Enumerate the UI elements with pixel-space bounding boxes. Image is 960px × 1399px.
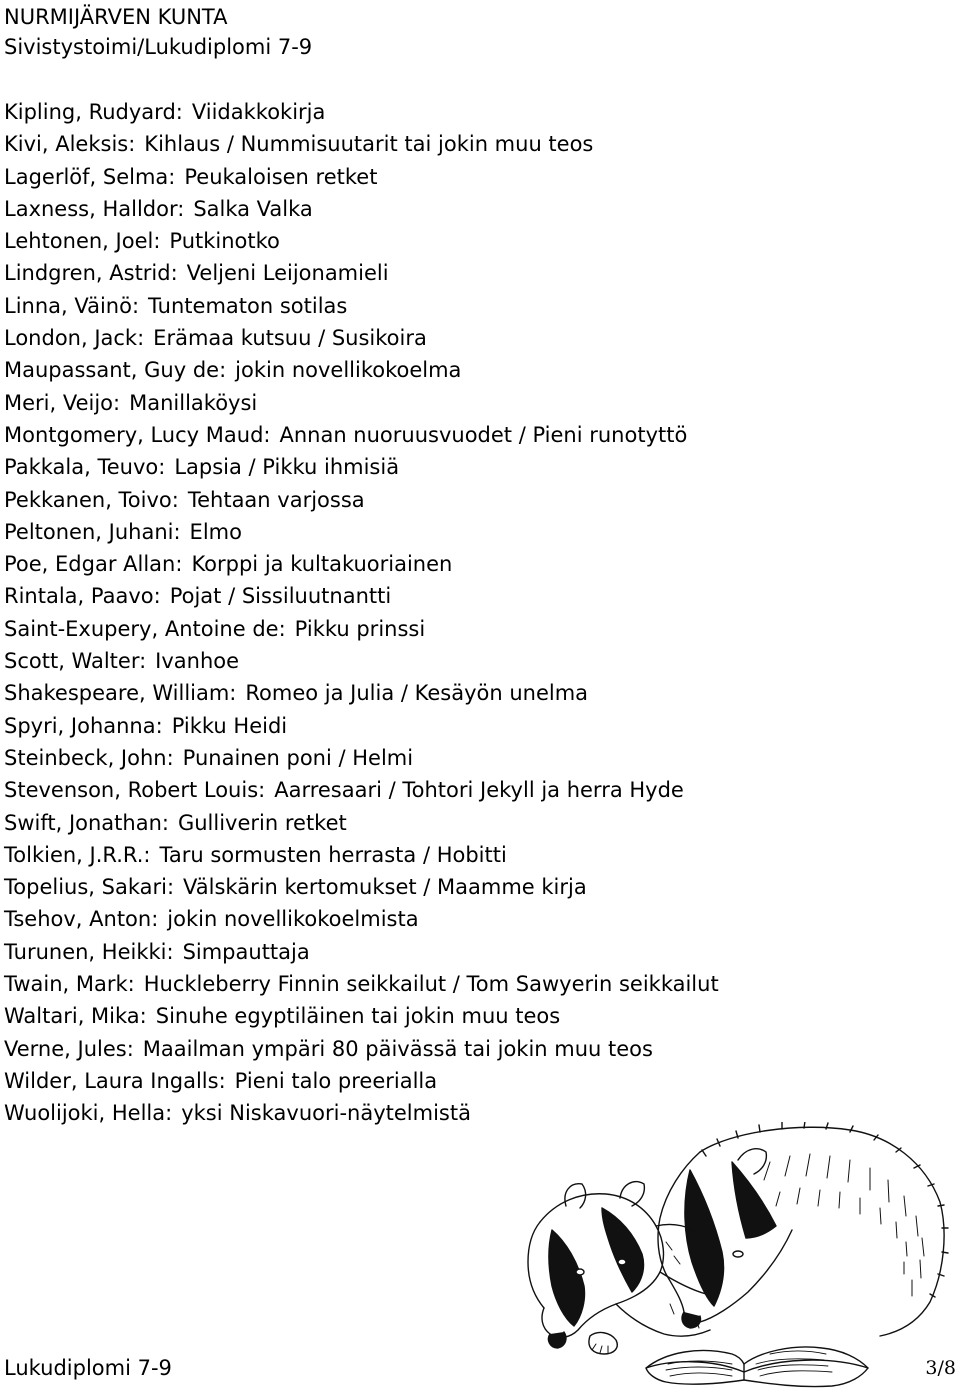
book-title: Maailman ympäri 80 päivässä tai jokin muu teos — [142, 1036, 653, 1061]
book-author: Meri, Veijo: — [4, 390, 121, 415]
document-header — [4, 2, 312, 62]
book-author: Turunen, Heikki: — [4, 939, 174, 964]
list-item — [4, 96, 719, 128]
book-title: Lapsia / Pikku ihmisiä — [174, 455, 400, 480]
list-item — [4, 839, 719, 871]
list-item — [4, 742, 719, 774]
list-item — [4, 613, 719, 645]
list-item — [4, 419, 719, 451]
book-title: Gulliverin retket — [177, 810, 347, 835]
book-title: Kihlaus / Nummisuutarit tai jokin muu teos — [144, 132, 594, 157]
list-item — [4, 936, 719, 968]
book-list — [4, 96, 719, 1130]
book-author: Maupassant, Guy de: — [4, 358, 227, 383]
municipality-name: NURMIJÄRVEN KUNTA — [4, 5, 228, 29]
book-title: Salka Valka — [193, 196, 313, 221]
book-author: Lehtonen, Joel: — [4, 229, 161, 254]
list-item — [4, 484, 719, 516]
list-item — [4, 968, 719, 1000]
book-author: Pekkanen, Toivo: — [4, 487, 179, 512]
book-author: Lindgren, Astrid: — [4, 261, 178, 286]
list-item — [4, 354, 719, 386]
book-author: Verne, Jules: — [4, 1036, 134, 1061]
book-title: Elmo — [189, 519, 242, 544]
book-title: Tehtaan varjossa — [187, 487, 365, 512]
book-author: Saint-Exupery, Antoine de: — [4, 616, 286, 641]
book-author: Scott, Walter: — [4, 649, 147, 674]
book-title: Simpauttaja — [182, 939, 310, 964]
book-title: Pojat / Sissiluutnantti — [169, 584, 392, 609]
book-title: Huckleberry Finnin seikkailut / Tom Sawyerin seikkailut — [143, 972, 719, 997]
list-item — [4, 580, 719, 612]
list-item — [4, 1000, 719, 1032]
book-title: Aarresaari / Tohtori Jekyll ja herra Hyde — [274, 778, 684, 803]
book-title: jokin novellikokoelma — [235, 358, 462, 383]
book-author: Tolkien, J.R.R.: — [4, 842, 151, 867]
book-title: Punainen poni / Helmi — [182, 745, 414, 770]
list-item — [4, 290, 719, 322]
list-item — [4, 128, 719, 160]
list-item — [4, 548, 719, 580]
list-item — [4, 451, 719, 483]
book-author: Twain, Mark: — [4, 972, 135, 997]
list-item — [4, 774, 719, 806]
list-item — [4, 516, 719, 548]
book-title: Annan nuoruusvuodet / Pieni runotyttö — [279, 422, 688, 447]
list-item — [4, 1033, 719, 1065]
list-item — [4, 677, 719, 709]
book-title: Putkinotko — [169, 229, 280, 254]
book-author: Shakespeare, William: — [4, 681, 237, 706]
book-author: London, Jack: — [4, 326, 145, 351]
list-item — [4, 257, 719, 289]
book-author: Stevenson, Robert Louis: — [4, 778, 266, 803]
book-author: Laxness, Halldor: — [4, 196, 185, 221]
list-item — [4, 871, 719, 903]
book-author: Montgomery, Lucy Maud: — [4, 422, 271, 447]
department-name: Sivistystoimi/Lukudiplomi 7-9 — [4, 35, 313, 59]
book-author: Steinbeck, John: — [4, 745, 174, 770]
book-author: Spyri, Johanna: — [4, 713, 163, 738]
book-title: Manillaköysi — [129, 390, 258, 415]
book-title: Ivanhoe — [155, 649, 240, 674]
book-author: Topelius, Sakari: — [4, 875, 175, 900]
book-title: yksi Niskavuori-näytelmistä — [181, 1101, 471, 1126]
book-title: Pikku Heidi — [171, 713, 288, 738]
book-title: Peukaloisen retket — [184, 164, 378, 189]
footer-label: Lukudiplomi 7-9 — [4, 1356, 172, 1380]
book-title: Korppi ja kultakuoriainen — [191, 552, 453, 577]
book-author: Wuolijoki, Hella: — [4, 1101, 173, 1126]
book-title: Veljeni Leijonamieli — [186, 261, 389, 286]
list-item — [4, 903, 719, 935]
list-item — [4, 645, 719, 677]
book-author: Rintala, Paavo: — [4, 584, 161, 609]
book-author: Pakkala, Teuvo: — [4, 455, 166, 480]
book-author: Peltonen, Juhani: — [4, 519, 181, 544]
list-item — [4, 710, 719, 742]
book-title: Erämaa kutsuu / Susikoira — [153, 326, 427, 351]
list-item — [4, 322, 719, 354]
book-title: Romeo ja Julia / Kesäyön unelma — [245, 681, 589, 706]
book-title: jokin novellikokoelmista — [167, 907, 419, 932]
list-item — [4, 193, 719, 225]
book-title: Taru sormusten herrasta / Hobitti — [159, 842, 507, 867]
book-author: Poe, Edgar Allan: — [4, 552, 183, 577]
book-title: Pieni talo preerialla — [234, 1068, 438, 1093]
list-item — [4, 1065, 719, 1097]
book-title: Pikku prinssi — [294, 616, 426, 641]
book-author: Tsehov, Anton: — [4, 907, 159, 932]
book-author: Lagerlöf, Selma: — [4, 164, 176, 189]
list-item — [4, 387, 719, 419]
book-author: Waltari, Mika: — [4, 1004, 147, 1029]
book-title: Välskärin kertomukset / Maamme kirja — [183, 875, 587, 900]
book-title: Viidakkokirja — [191, 100, 326, 124]
book-author: Wilder, Laura Ingalls: — [4, 1068, 226, 1093]
book-author: Kipling, Rudyard: — [4, 100, 183, 124]
book-author: Swift, Jonathan: — [4, 810, 169, 835]
page-number: 3/8 — [925, 1357, 956, 1379]
list-item — [4, 225, 719, 257]
book-title: Tuntematon sotilas — [148, 293, 348, 318]
list-item — [4, 161, 719, 193]
badgers-reading-book-icon — [470, 1122, 950, 1394]
book-author: Kivi, Aleksis: — [4, 132, 136, 157]
book-title: Sinuhe egyptiläinen tai jokin muu teos — [155, 1004, 561, 1029]
list-item — [4, 807, 719, 839]
book-author: Linna, Väinö: — [4, 293, 140, 318]
